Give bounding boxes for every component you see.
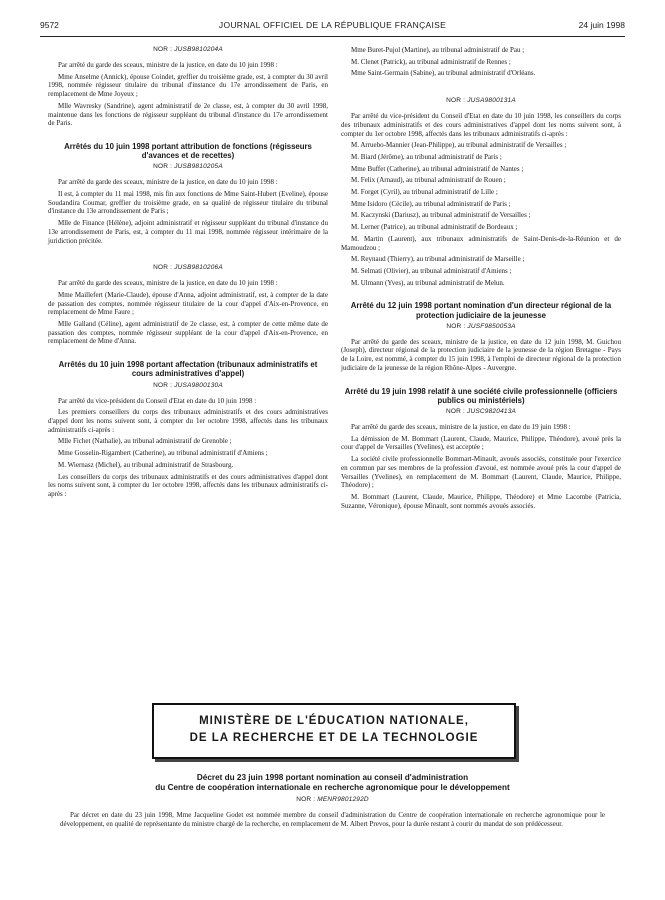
paragraph: M. Lerner (Patrice), au tribunal administratif de Bordeaux ; [351, 223, 518, 232]
paragraph: Mme Saint-Germain (Sabine), au tribunal administratif d'Orléans. [351, 69, 536, 78]
ministry-name-line1: MINISTÈRE DE L'ÉDUCATION NATIONALE, [199, 715, 469, 727]
act-jusb9810205a [48, 142, 328, 245]
paragraph: Mlle Galland (Céline), agent administratif de 2e classe, est, à compter de cette même date de passation des comptes, nommée régisseur suppléant de la cour d'appel d'Aix-en-Provence, en remplacement de Mme d'Anna. [48, 320, 328, 346]
paragraph: Mme Buffet (Catherine), au tribunal administratif de Nantes ; [351, 164, 524, 173]
paragraph: Par arrêté du garde des sceaux, ministre de la justice, en date du 12 juin 1998, M. Guichou (Joseph), directeur régional de la protection judiciaire de la jeunesse de la région Bretagne - Pays de la Loire, est nommé, à compter du 15 juin 1998, à l'emploi de directeur régional de la protection judiciaire de la jeunesse de la région Rhône-Alpes - Auvergne. [341, 337, 621, 372]
decree-title: Décret du 23 juin 1998 portant nomination au conseil d'administration du Centre de coopération internationale en recherche agronomique pour le développement [155, 773, 510, 792]
act-jusb9810206a [48, 264, 328, 346]
paragraph: M. Kaczynski (Dariusz), au tribunal administratif de Versailles ; [351, 211, 531, 220]
paragraph: M. Martin (Laurent), aux tribunaux administratifs de Saint-Denis-de-la-Réunion et de Mamoudzou ; [341, 234, 621, 252]
nor-reference: NOR : JUSC9820413A [445, 407, 517, 415]
act-jusc9820413a [341, 387, 621, 511]
page-number: 9572 [40, 20, 59, 30]
journal-title: JOURNAL OFFICIEL DE LA RÉPUBLIQUE FRANÇAISE [218, 20, 447, 30]
spacer [48, 248, 328, 264]
paragraph: M. Wiernasz (Michel), au tribunal administratif de Strasbourg. [58, 460, 234, 469]
paragraph: La société civile professionnelle Bommart-Minault, avoués associés, constituée pour l'exercice en commun par ses membres de la profession d'avoué, est nommée avoué près la cour d'appel de Versailles (Yvelines), en remplacement de M. Bommart (Laurent, Claude, Maurice, Philippe, Théodore) ; [341, 455, 621, 490]
ministry-name-line2: DE LA RECHERCHE ET DE LA TECHNOLOGIE [189, 732, 479, 744]
section-title: Arrêté du 12 juin 1998 portant nomination d'un directeur régional de la protection judiciaire de la jeunesse [350, 301, 612, 320]
paragraph: Mme Buret-Pujol (Martine), au tribunal administratif de Pau ; [351, 46, 525, 54]
paragraph: Mlle Wavresky (Sandrine), agent administratif de 2e classe, est, à compter du 30 avril 1998, maintenue dans les fonctions de régisseur suppléant du tribunal d'instance du 17e arrondissement de Paris. [48, 101, 328, 128]
paragraph: Par arrêté du garde des sceaux, ministre de la justice, en date du 19 juin 1998 : [351, 422, 571, 431]
paragraph: M. Forget (Cyril), au tribunal administratif de Lille ; [351, 188, 498, 197]
paragraph: M. Ulmann (Yves), au tribunal administratif de Melun. [351, 278, 505, 287]
nor-reference: NOR : MENR9801292D [296, 796, 369, 803]
paragraph: Mlle Fichet (Nathalie), au tribunal administratif de Grenoble ; [58, 437, 232, 446]
paragraph: Par arrêté du vice-président du Conseil d'Etat en date du 10 juin 1998 : [58, 396, 257, 405]
paragraph: Par arrêté du garde des sceaux, ministre de la justice, en date du 10 juin 1998 : [58, 61, 278, 69]
nor-reference: NOR : JUSA9800131A [446, 97, 516, 105]
section-title: Arrêté du 19 juin 1998 relatif à une société civile professionnelle (officiers publics ou ministériels) [344, 386, 618, 405]
page-header [40, 20, 625, 34]
ministry-banner [152, 703, 516, 759]
paragraph: Mme Maillefert (Marie-Claude), épouse d'Anna, adjoint administratif, est, à compter de la date de passation des comptes, nommée régisseur titulaire de la cour d'appel d'Aix-en-Provence, en remplacement de Mme Faure ; [48, 290, 328, 317]
paragraph: Mme Isidoro (Cécile), au tribunal administratif de Paris ; [351, 199, 511, 208]
right-column [341, 46, 621, 513]
paragraph: Les premiers conseillers du corps des tribunaux administratifs et des cours administratives d'appel dont les noms suivent sont, à compter du 1er octobre 1998, affectés dans les tribunaux administratifs ci-après : [48, 408, 328, 434]
header-rule [40, 36, 625, 37]
paragraph: M. Biard (Jérôme), au tribunal administratif de Paris ; [351, 152, 502, 161]
decree-section [60, 773, 605, 832]
paragraph: M. Bommart (Laurent, Claude, Maurice, Philippe, Théodore) et Mme Lacombe (Patricia, Suzanne, Véronique), épouse Minault, sont nommés avoués associés. [341, 492, 621, 510]
section-title: Arrêtés du 10 juin 1998 portant attribution de fonctions (régisseurs d'avances et de recettes) [64, 141, 312, 161]
paragraph: M. Reynaud (Thierry), au tribunal administratif de Marseille ; [351, 255, 525, 264]
left-column [48, 46, 328, 502]
paragraph: M. Selmati (Olivier), au tribunal administratif d'Amiens ; [351, 266, 512, 275]
act-jusa9800131a [341, 97, 621, 287]
act-continued [341, 46, 621, 78]
paragraph: M. Clenet (Patrick), au tribunal administratif de Rennes ; [351, 57, 511, 66]
paragraph: Mlle de Finance (Hélène), adjoint administratif et régisseur suppléant du tribunal d'instance du 13e arrondissement de Paris, est, à compter du 11 mai 1998, nommée régisseur intérimaire de la juridiction précitée. [48, 219, 328, 245]
section-title: Arrêtés du 10 juin 1998 portant affectation (tribunaux administratifs et cours administratives d'appel) [58, 360, 318, 379]
paragraph: Mme Gosselin-Rigambert (Catherine), au tribunal administratif d'Amiens ; [58, 449, 268, 458]
paragraph: Par arrêté du garde des sceaux, ministre de la justice, en date du 10 juin 1998 : [58, 279, 278, 288]
nor-reference: NOR : JUSA9800130A [153, 381, 223, 389]
paragraph: M. Arruebo-Mannier (Jean-Philippe), au tribunal administratif de Versailles ; [351, 141, 567, 150]
act-jusa9800130a [48, 360, 328, 498]
act-jusb9810204a [48, 46, 328, 128]
act-jusf9850053a [341, 301, 621, 372]
nor-reference: NOR : JUSB9810205A [153, 163, 223, 171]
paragraph: Par décret en date du 23 juin 1998, Mme Jacqueline Godet est nommée membre du conseil d'administration du Centre de coopération internationale en recherche agronomique pour le développement, en qualité de représentante du ministre chargé de la recherche, en remplacement de M. Albert Prevos, pour la durée restant à courir du mandat de son prédécesseur. [60, 811, 605, 828]
paragraph: Par arrêté du garde des sceaux, ministre de la justice, en date du 10 juin 1998 : [58, 178, 278, 187]
paragraph: Il est, à compter du 11 mai 1998, mis fin aux fonctions de Mme Saint-Hubert (Eveline), épouse Soudandira Coumar, greffier du troisième grade, en sa qualité de régisseur titulaire du tribunal d'instance du 13e arrondissement de Paris ; [48, 190, 328, 216]
nor-reference: NOR : JUSB9810204A [153, 46, 223, 53]
paragraph: La démission de M. Bommart (Laurent, Claude, Maurice, Philippe, Théodore), avoué près la cour d'appel de Versailles (Yvelines), est acceptée ; [341, 434, 621, 452]
paragraph: Par arrêté du vice-président du Conseil d'Etat en date du 10 juin 1998, les conseillers du corps des tribunaux administratifs et des cours administratives d'appel dont les noms suivent sont, à compter du 1er octobre 1998, affectés dans les tribunaux administratifs ci-après : [341, 112, 621, 138]
nor-reference: NOR : JUSB9810206A [153, 264, 223, 272]
nor-reference: NOR : JUSF9850053A [446, 322, 516, 330]
paragraph: M. Felix (Arnaud), au tribunal administratif de Rouen ; [351, 176, 506, 185]
spacer [341, 81, 621, 97]
paragraph: Mme Anselme (Annick), épouse Coindet, greffier du troisième grade, est, à compter du 30 avril 1998, nommée régisseur titulaire du tribunal d'instance du 17e arrondissement de Paris, en remplacement de Mme Joyeux ; [48, 72, 328, 99]
issue-date: 24 juin 1998 [578, 20, 625, 30]
paragraph: Les conseillers du corps des tribunaux administratifs et des cours administratives d'appel dont les noms suivent sont, à compter du 1er octobre 1998, affectés dans les tribunaux administratifs ci-après : [48, 472, 328, 498]
